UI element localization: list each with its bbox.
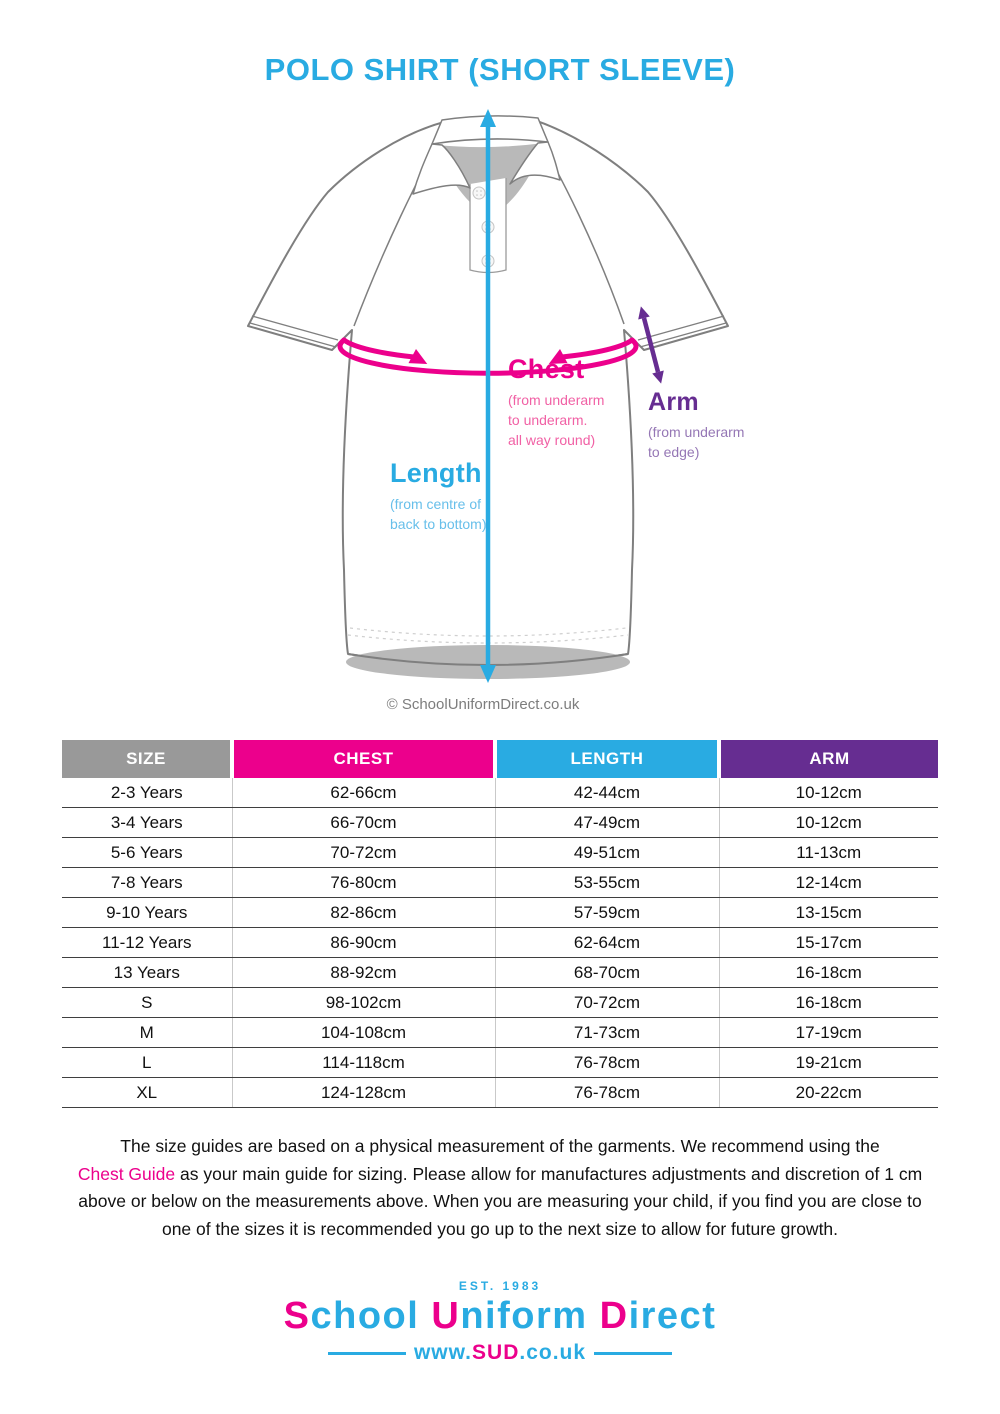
note-line: Chest Guide as your main guide for sizing. Please allow for manufactures adjustments and discretion of 1 cm [77,1163,923,1184]
cell-arm: 11-13cm [719,838,938,868]
page-title: POLO SHIRT (SHORT SLEEVE) [264,52,736,87]
cell-length: 76-78cm [495,1048,719,1078]
cell-size: XL [62,1078,232,1108]
cell-length: 70-72cm [495,988,719,1018]
arm-label: Arm [648,388,699,416]
chest-guide-highlight: Chest Guide [77,1163,176,1184]
cell-chest: 124-128cm [232,1078,495,1108]
chest-note: (from underarm to underarm. all way round) [508,392,605,448]
cell-size: 11-12 Years [62,928,232,958]
table-row [62,1078,938,1108]
cell-length: 57-59cm [495,898,719,928]
cell-chest: 86-90cm [232,928,495,958]
cell-arm: 19-21cm [719,1048,938,1078]
length-note: (from centre of back to bottom) [390,496,487,532]
table-row [62,838,938,868]
note-line: above or below on the measurements above. When you are measuring your child, if you find you are close to [78,1191,922,1211]
cell-size: 3-4 Years [62,808,232,838]
table-row [62,958,938,988]
cell-size: 13 Years [62,958,232,988]
length-annotation [390,460,487,534]
cell-size: 7-8 Years [62,868,232,898]
table-row [62,1048,938,1078]
header-size: SIZE [62,740,232,778]
length-label: Length [390,458,482,488]
table-row [62,988,938,1018]
established-text: EST. 1983 [458,1279,542,1293]
cell-size: 5-6 Years [62,838,232,868]
cell-arm: 12-14cm [719,868,938,898]
cell-length: 62-64cm [495,928,719,958]
cell-arm: 17-19cm [719,1018,938,1048]
note-line: The size guides are based on a physical measurement of the garments. We recommend using the [120,1136,880,1156]
copyright-line: © SchoolUniformDirect.co.uk [386,696,580,713]
cell-arm: 16-18cm [719,958,938,988]
dash-left [328,1352,406,1355]
table-row [62,778,938,808]
cell-length: 47-49cm [495,808,719,838]
cell-arm: 13-15cm [719,898,938,928]
cell-arm: 10-12cm [719,778,938,808]
website-url-row [0,1341,1000,1365]
table-row [62,928,938,958]
arm-note: (from underarm to edge) [648,424,745,460]
header-arm: ARM [719,740,938,778]
table-row [62,1018,938,1048]
cell-length: 42-44cm [495,778,719,808]
cell-chest: 98-102cm [232,988,495,1018]
cell-chest: 104-108cm [232,1018,495,1048]
cell-length: 49-51cm [495,838,719,868]
cell-chest: 62-66cm [232,778,495,808]
cell-length: 76-78cm [495,1078,719,1108]
brand-logo [0,1279,1000,1365]
cell-chest: 82-86cm [232,898,495,928]
cell-chest: 76-80cm [232,868,495,898]
cell-chest: 88-92cm [232,958,495,988]
cell-arm: 15-17cm [719,928,938,958]
website-url: www.SUD.co.uk [413,1341,587,1364]
arm-annotation [648,390,744,462]
cell-length: 71-73cm [495,1018,719,1048]
chest-label: Chest [508,354,585,384]
table-row [62,898,938,928]
cell-size: 9-10 Years [62,898,232,928]
table-row [62,808,938,838]
cell-size: L [62,1048,232,1078]
chest-annotation [508,356,604,450]
note-line: one of the sizes it is recommended you go up to the next size to allow for future growth. [161,1218,839,1239]
table-header-row [62,740,938,778]
cell-chest: 70-72cm [232,838,495,868]
cell-arm: 20-22cm [719,1078,938,1108]
cell-size: M [62,1018,232,1048]
brand-name: School Uniform Direct [283,1295,717,1337]
cell-chest: 66-70cm [232,808,495,838]
cell-arm: 10-12cm [719,808,938,838]
cell-length: 68-70cm [495,958,719,988]
dash-right [594,1352,672,1355]
cell-chest: 114-118cm [232,1048,495,1078]
cell-arm: 16-18cm [719,988,938,1018]
table-row [62,868,938,898]
sizing-note [60,1133,940,1243]
header-chest: CHEST [232,740,495,778]
header-length: LENGTH [495,740,719,778]
cell-length: 53-55cm [495,868,719,898]
cell-size: 2-3 Years [62,778,232,808]
size-table [62,740,938,1108]
cell-size: S [62,988,232,1018]
